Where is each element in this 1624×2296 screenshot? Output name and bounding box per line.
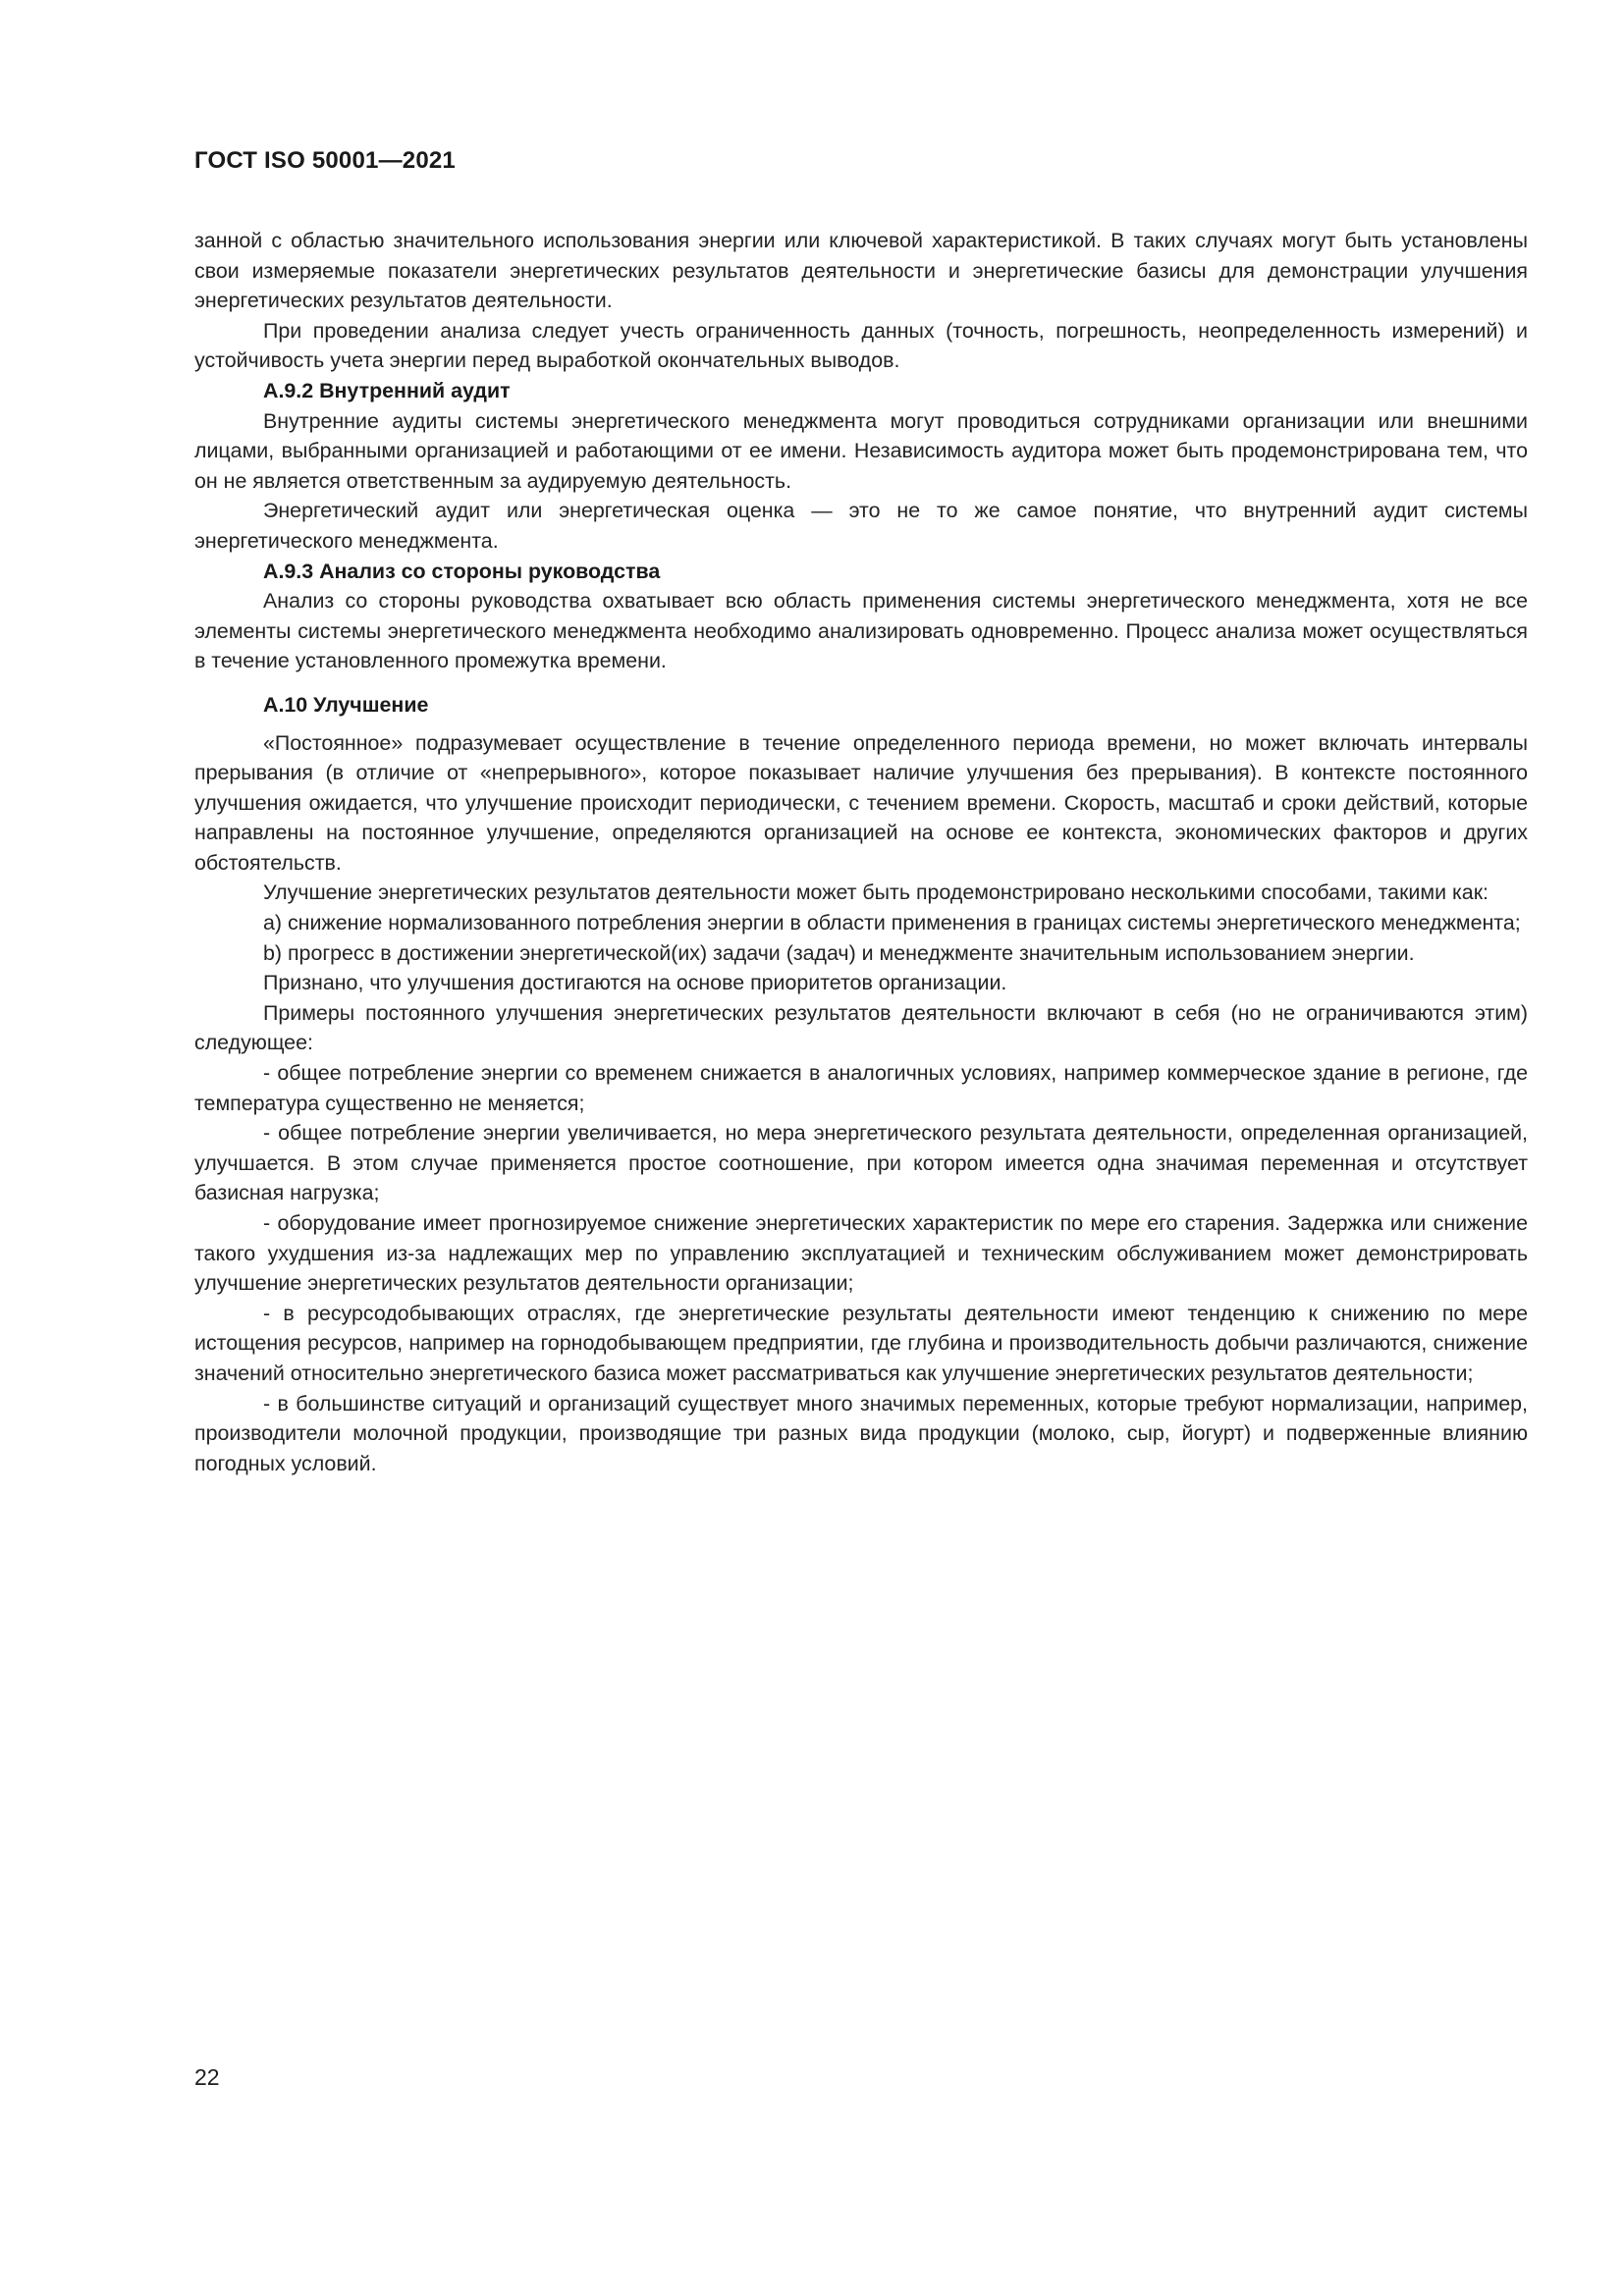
heading-a10-improvement: А.10 Улучшение [263,692,429,717]
paragraph-priorities: Признано, что улучшения достигаются на основе приоритетов организации. [263,971,1007,995]
bullet-item: - в ресурсодобывающих отраслях, где энергетические результаты деятельности имеют тенденцию к снижению по мере истощения ресурсов, например на горнодобывающем предприятии, где глубина и производительность добычи различаются, снижение значений относительно энергетического базиса может рассматриваться как улучшение энергетических результатов деятельности; [194,1301,1528,1385]
paragraph-intro: занной с областью значительного использования энергии или ключевой характеристикой. В таких случаях могут быть установлены свои измеряемые показатели энергетических результатов деятельности и энергетические базисы для демонстрации улучшения энергетических результатов деятельности. [194,229,1528,313]
bullet-item: - оборудование имеет прогнозируемое снижение энергетических характеристик по мере его старения. Задержка или снижение такого ухудшения из-за надлежащих мер по управлению эксплуатацией и техническим обслуживанием может демонстрировать улучшение энергетических результатов деятельности организации; [194,1211,1528,1296]
heading-a9-3-management-review: А.9.3 Анализ со стороны руководства [263,559,661,583]
paragraph-examples-intro: Примеры постоянного улучшения энергетических результатов деятельности включают в себя (но не ограничиваются этим) следующее: [194,1000,1528,1055]
paragraph-continual-definition: «Постоянное» подразумевает осуществление в течение определенного периода времени, но может включать интервалы прерывания (в отличие от «непрерывного», которое показывает наличие улучшения без прерывания). В контексте постоянного улучшения ожидается, что улучшение происходит периодически, с течением времени. Скорость, масштаб и сроки действий, которые направлены на постоянное улучшение, определяются организацией на основе ее контекста, экономических факторов и других обстоятельств. [194,730,1528,875]
bullet-item: - общее потребление энергии увеличивается, но мера энергетического результата деятельности, определенная организацией, улучшается. В этом случае применяется простое соотношение, при котором имеется одна значимая переменная и отсутствует базисная нагрузка; [194,1121,1528,1205]
paragraph-analysis-limits: При проведении анализа следует учесть ограниченность данных (точность, погрешность, неопределенность измерений) и устойчивость учета энергии перед выработкой окончательных выводов. [194,318,1528,373]
page-number: 22 [194,2064,220,2090]
document-body [194,226,1528,1478]
paragraph-improvement-ways: Улучшение энергетических результатов деятельности может быть продемонстрировано несколькими способами, такими как: [263,881,1489,905]
document-header-title: ГОСТ ISO 50001—2021 [194,147,456,174]
list-item-a: а) снижение нормализованного потребления энергии в области применения в границах системы энергетического менеджмента; [263,911,1521,935]
bullet-item: - в большинстве ситуаций и организаций существует много значимых переменных, которые требуют нормализации, например, производители молочной продукции, производящие три разных вида продукции (молоко, сыр, йогурт) и подверженные влиянию погодных условий. [194,1391,1528,1475]
bullet-item: - общее потребление энергии со временем снижается в аналогичных условиях, например коммерческое здание в регионе, где температура существенно не меняется; [194,1061,1528,1115]
paragraph-energy-audit: Энергетический аудит или энергетическая оценка — это не то же самое понятие, что внутренний аудит системы энергетического менеджмента. [194,499,1528,553]
list-item-b: b) прогресс в достижении энергетической(их) задачи (задач) и менеджменте значительным использованием энергии. [263,940,1415,965]
paragraph-management-review: Анализ со стороны руководства охватывает всю область применения системы энергетического менеджмента, хотя не все элементы системы энергетического менеджмента необходимо анализировать одновременно. Процесс анализа может осуществляться в течение установленного промежутка времени. [194,589,1528,673]
paragraph-internal-audit: Внутренние аудиты системы энергетического менеджмента могут проводиться сотрудниками организации или внешними лицами, выбранными организацией и работающими от ее имени. Независимость аудитора может быть продемонстрирована тем, что он не является ответственным за аудируемую деятельность. [194,408,1528,493]
heading-a9-2-internal-audit: А.9.2 Внутренний аудит [263,378,511,402]
